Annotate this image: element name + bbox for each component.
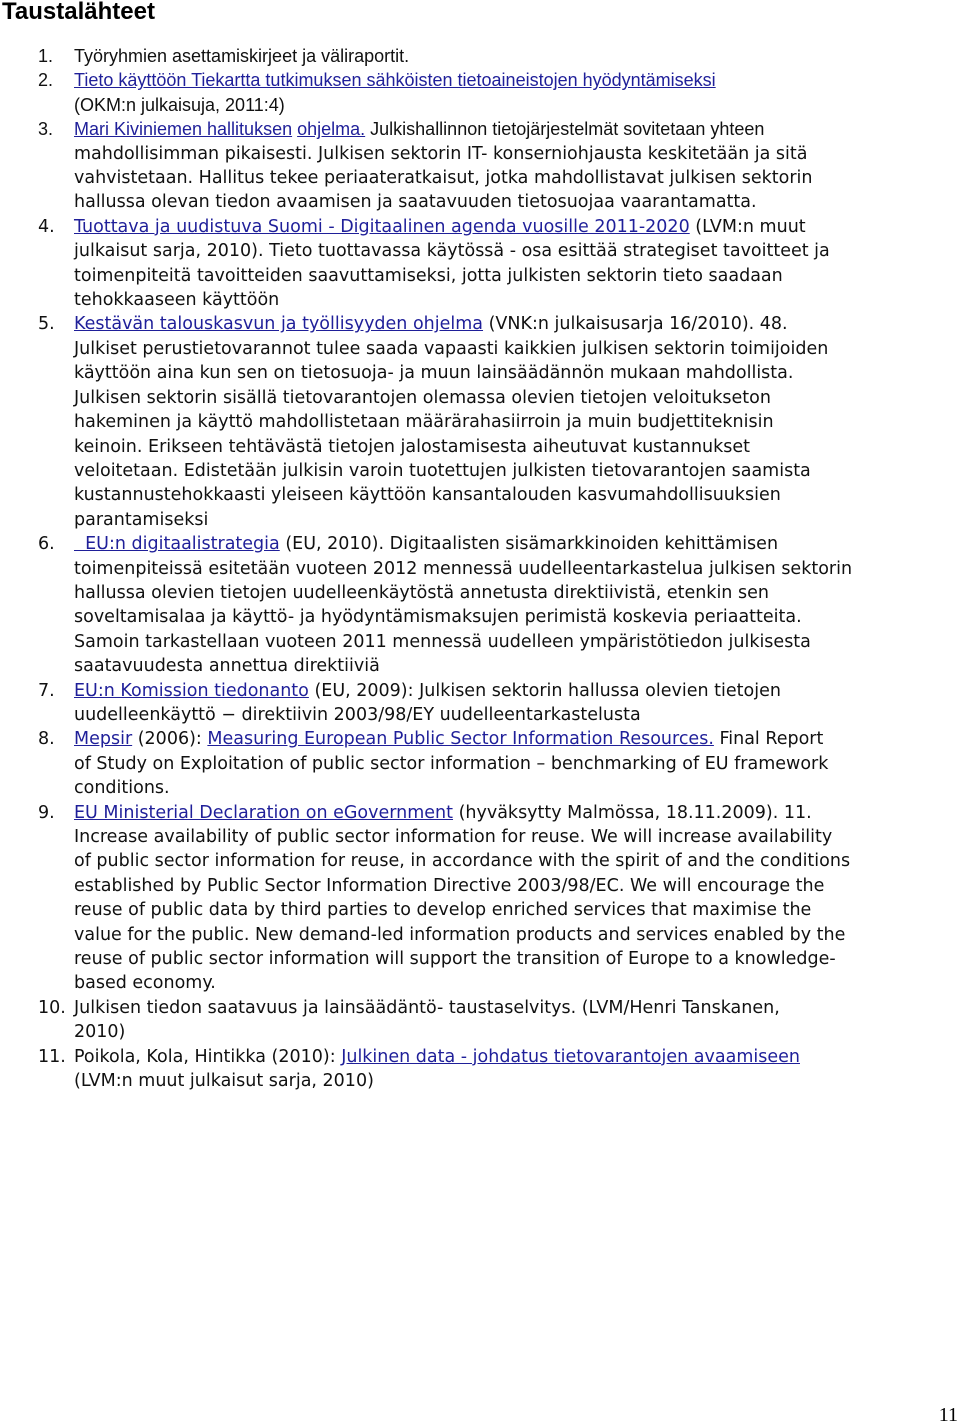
reference-text: (hyväksytty Malmössa, 18.11.2009). 11. [453,802,812,823]
reference-text: keinoin. Erikseen tehtävästä tietojen jalostamisesta aiheutuvat kustannukset [74,436,751,457]
reference-number: 5. [38,314,55,335]
reference-link-egovernment-declaration[interactable]: EU Ministerial Declaration on eGovernment [74,802,454,823]
reference-link-digitaalinen-agenda[interactable]: Tuottava ja uudistuva Suomi - Digitaalinen agenda vuosille 2011-2020 [74,216,690,237]
reference-item-7 [38,679,960,728]
reference-text: tehokkaaseen käyttöön [74,290,280,311]
reference-link-julkinen-data[interactable]: Julkinen data - johdatus tietovarantojen avaamiseen [341,1046,800,1067]
reference-link-komission-tiedonanto[interactable]: EU:n Komission tiedonanto [74,680,309,701]
reference-number: 6. [38,534,55,555]
reference-text: Poikola, Kola, Hintikka (2010): [74,1046,342,1067]
reference-text: veloitetaan. Edistetään julkisin varoin tuotettujen julkisten tietovarantojen saamista [74,460,811,481]
reference-text: (VNK:n julkaisusarja 16/2010). 48. [483,314,788,335]
reference-text: käyttöön aina kun sen on tietosuoja- ja muun lainsäädännön mukaan mahdollista. [74,363,794,384]
reference-link-digitaalistrategia[interactable]: EU:n digitaalistrategia [74,534,280,555]
reference-text: (EU, 2009): Julkisen sektorin hallussa olevien tietojen [308,680,781,701]
reference-text: of Study on Exploitation of public sector information – benchmarking of EU framework [74,753,829,774]
reference-text: vahvistetaan. Hallitus tekee periaateratkaisut, jotka mahdollistavat julkisen sektorin [74,168,813,189]
reference-text: toimenpiteissä esitetään vuoteen 2012 mennessä uudelleentarkastelua julkisen sektorin [74,558,853,579]
reference-text: Increase availability of public sector information for reuse. We will increase availability [74,827,833,847]
reference-number: 7. [38,680,55,701]
reference-number: 3. [38,119,54,140]
reference-text: Julkisen tiedon saatavuus ja lainsäädäntö- taustaselvitys. (LVM/Henri Tanskanen, [74,997,780,1018]
reference-number: 9. [38,802,55,823]
reference-text: Työryhmien asettamiskirjeet ja väliraportit. [74,46,410,66]
reference-text: toimenpiteitä tavoitteiden saavuttamiseksi, jotta julkisten sektorin tieto saadaan [74,265,783,286]
reference-text: hallussa olevan tiedon avaamisen ja saatavuuden tietosuojaa vaarantamatta. [74,192,757,213]
reference-text: conditions. [74,778,170,799]
reference-text: based economy. [74,973,216,994]
reference-text: Julkishallinnon tietojärjestelmät sovitetaan yhteen [365,119,765,140]
reference-number: 11. [38,1046,66,1067]
reference-text: (LVM:n muut [689,216,806,237]
reference-text: soveltamisalaa ja käyttö- ja hyödyntämismaksujen perimistä koskevia periaatteita. [74,607,802,628]
reference-link-ohjelma[interactable]: ohjelma. [297,119,366,140]
reference-text: of public sector information for reuse, in accordance with the spirit of and the conditions [74,851,851,872]
reference-text: mahdollisimman pikaisesti. Julkisen sektorin IT- konserniohjausta keskitetään ja sitä [74,143,808,164]
reference-text: Julkiset perustietovarannot tulee saada vapaasti kaikkien julkisen sektorin toimijoiden [74,338,829,359]
reference-text: reuse of public sector information will support the transition of Europe to a knowledge- [74,949,836,970]
reference-link-tieto-kayttoon[interactable]: Tieto käyttöön Tiekartta tutkimuksen sähköisten tietoaineistojen hyödyntämiseksi [74,70,716,91]
reference-link-measuring-psi[interactable]: Measuring European Public Sector Information Resources. [207,729,714,750]
reference-item-3 [38,117,960,215]
reference-text: hallussa olevien tietojen uudelleenkäytöstä annetusta direktiivistä, etenkin sen [74,582,769,603]
page-heading: Taustalähteet [2,0,155,25]
reference-item-5 [38,312,960,532]
reference-item-2 [38,68,960,117]
reference-item-8 [38,727,960,800]
reference-text: Samoin tarkastellaan vuoteen 2011 mennessä uudelleen ympäristötiedon julkisesta [74,631,811,652]
reference-text: value for the public. New demand-led information products and services enabled by the [74,924,846,945]
reference-number: 1. [38,46,54,66]
reference-text: uudelleenkäyttö − direktiivin 2003/98/EY uudelleentarkastelusta [74,704,641,725]
reference-text: 2010) [74,1022,126,1043]
reference-link-talouskasvu[interactable]: Kestävän talouskasvun ja työllisyyden ohjelma [74,314,484,335]
reference-item-9 [38,801,960,996]
reference-number: 2. [38,70,54,91]
reference-text: Julkisen sektorin sisällä tietovarantojen olemassa olevien tietojen veloitukseton [74,387,771,408]
reference-text: (LVM:n muut julkaisut sarja, 2010) [74,1071,374,1092]
reference-item-4 [38,215,960,313]
reference-text: julkaisut sarja, 2010). Tieto tuottavassa käytössä - osa esittää strategiset tavoitteet ja [74,241,830,262]
reference-item-11 [38,1045,960,1094]
reference-text: reuse of public data by third parties to develop enriched services that maximise the [74,900,812,921]
reference-text: (OKM:n julkaisuja, 2011:4) [74,94,285,115]
reference-item-6 [38,532,960,678]
reference-link-mepsir[interactable]: Mepsir [74,729,133,750]
page-number: 11 [938,1404,958,1426]
reference-text: hakeminen ja käyttö mahdollistetaan määrärahasiirroin ja muin budjettiteknisin [74,412,774,433]
reference-item-1 [38,44,960,68]
reference-text: (EU, 2010). Digitaalisten sisämarkkinoiden kehittämisen [279,534,779,555]
reference-text: parantamiseksi [74,509,209,530]
reference-text: saatavuudesta annettua direktiiviä [74,656,380,677]
reference-number: 10. [38,997,66,1018]
reference-list [38,44,960,1093]
reference-number: 8. [38,729,55,750]
reference-text: (2006): [132,729,208,750]
reference-link-hallitus[interactable]: Mari Kiviniemen hallituksen [74,119,293,140]
reference-text: Final Report [713,729,824,750]
reference-item-10 [38,996,960,1045]
reference-number: 4. [38,216,55,237]
reference-text: established by Public Sector Information Directive 2003/98/EC. We will encourage the [74,875,825,896]
reference-text: kustannustehokkaasti yleiseen käyttöön kansantalouden kasvumahdollisuuksien [74,485,781,506]
